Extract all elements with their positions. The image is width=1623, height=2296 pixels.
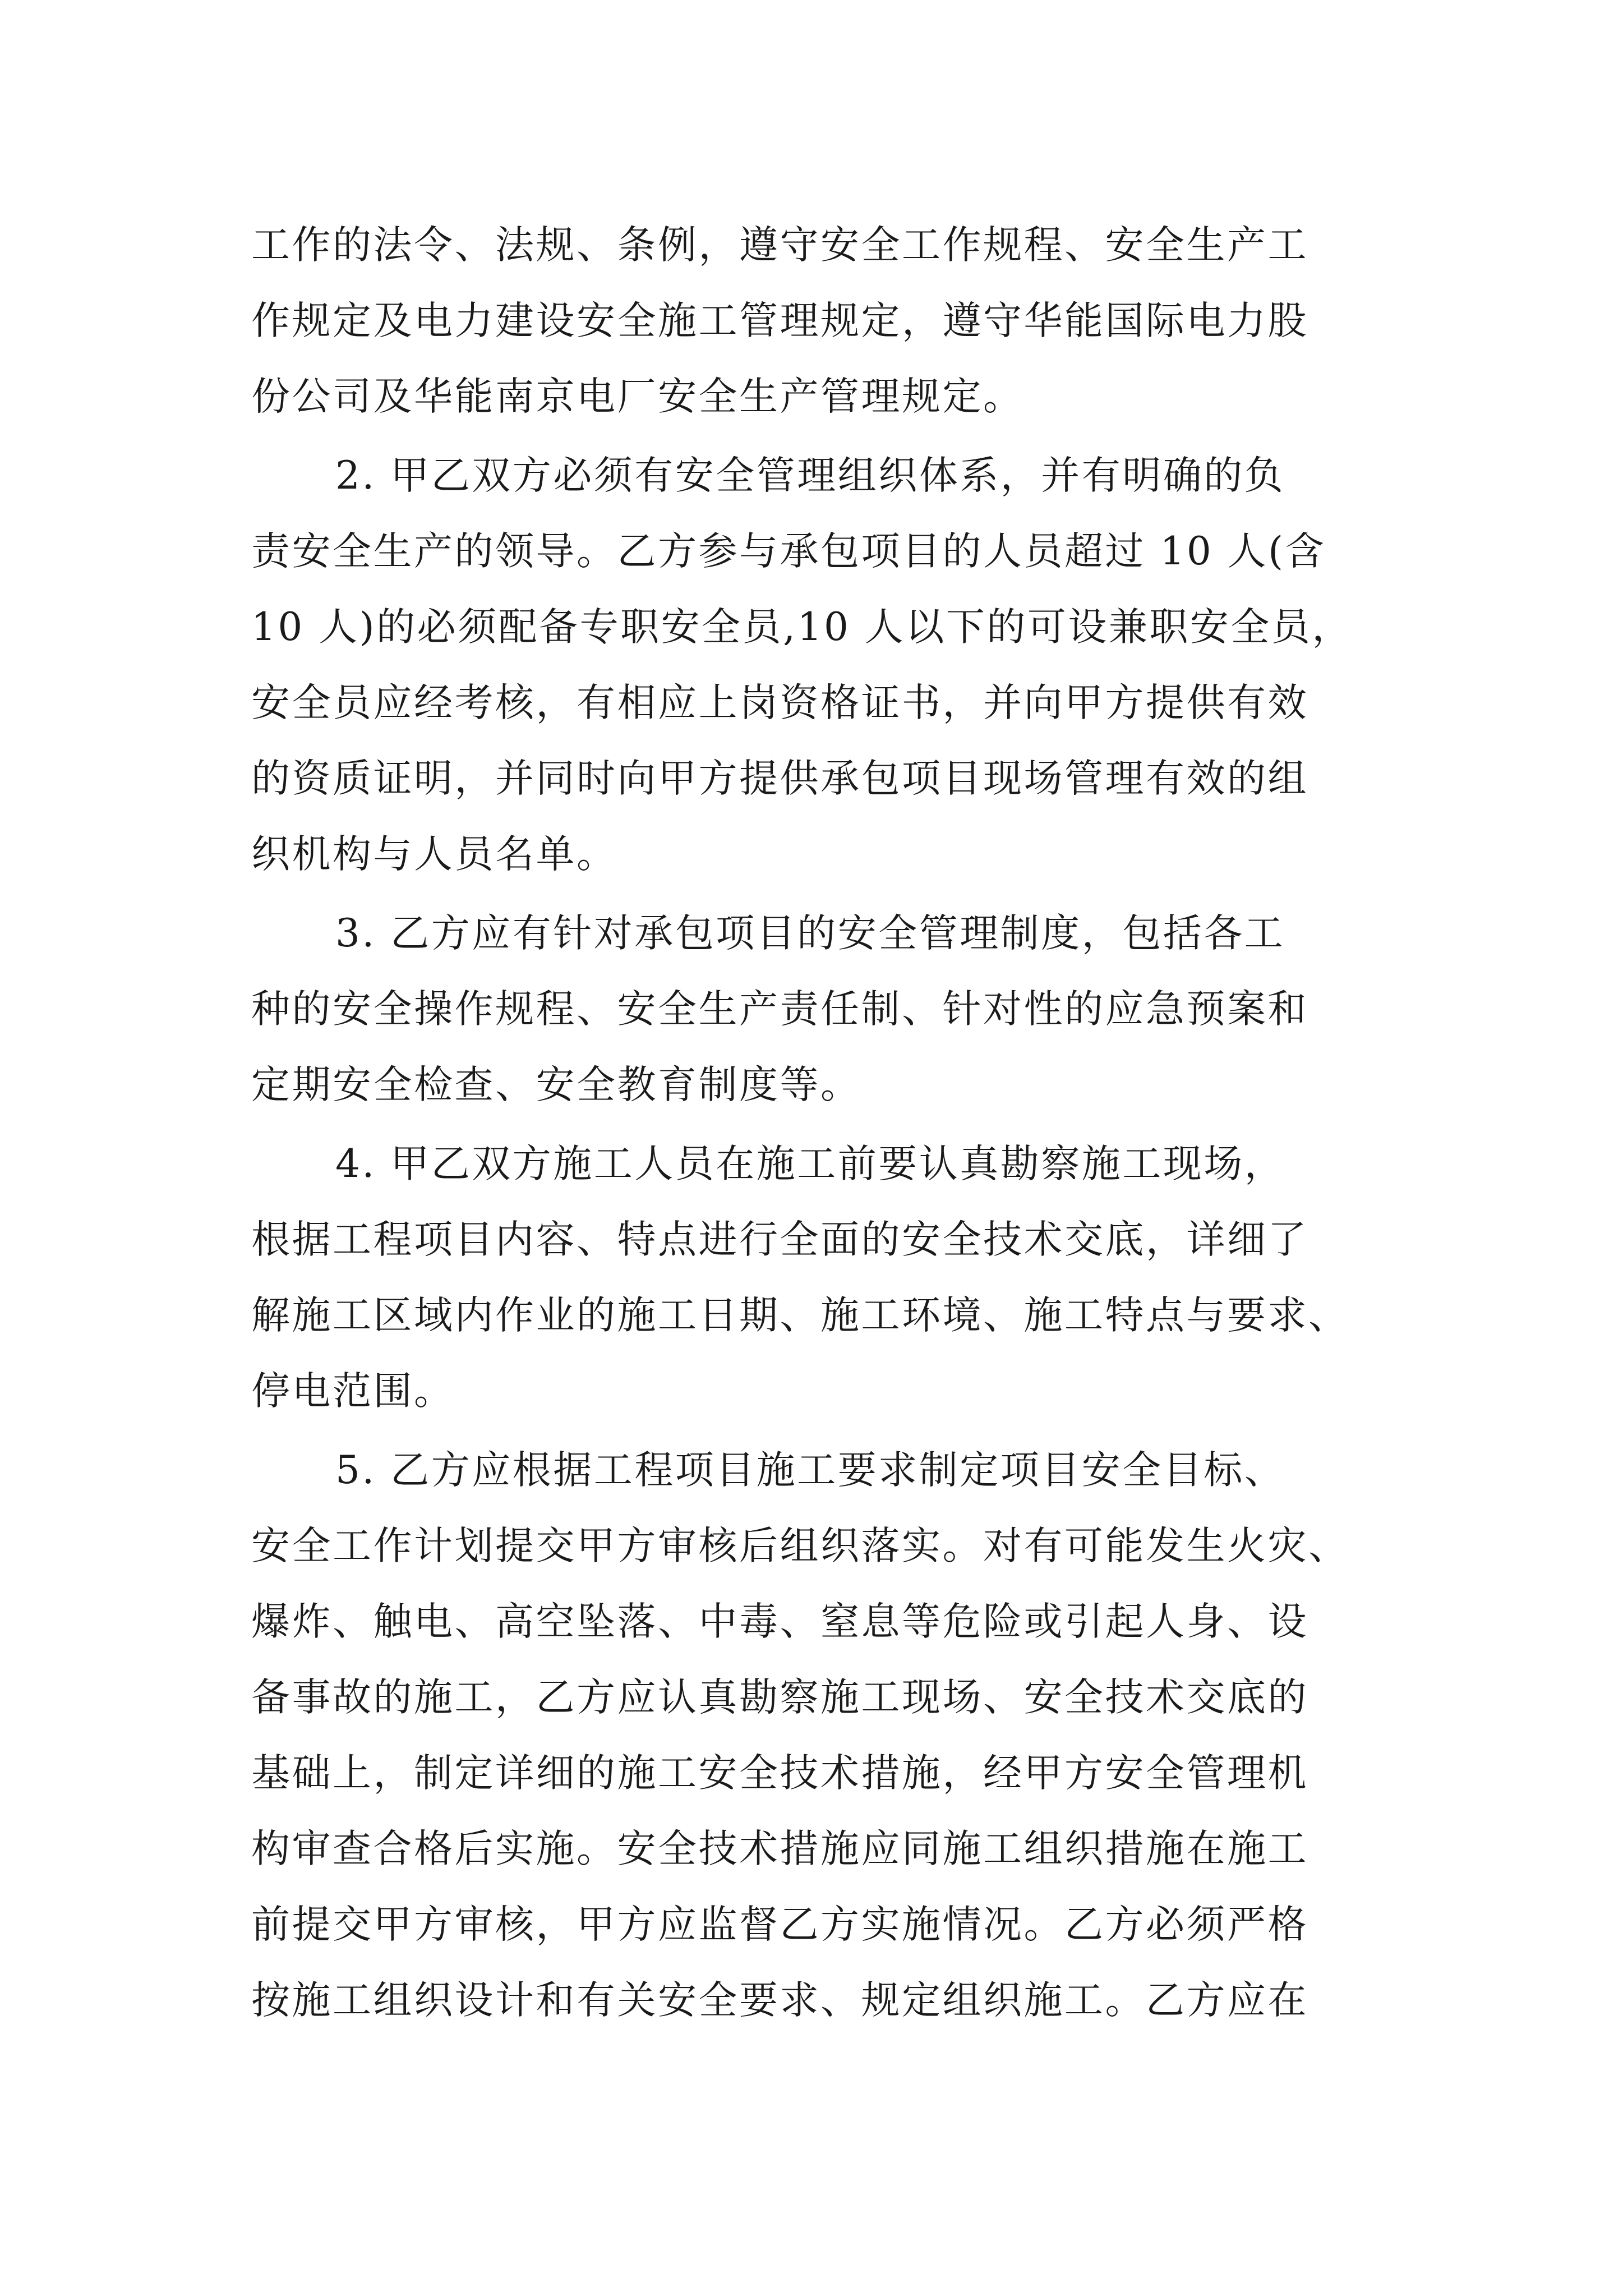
text-line: 织机构与人员名单。 <box>251 832 617 877</box>
text-line: 按施工组织设计和有关安全要求、规定组织施工。乙方应在 <box>251 1978 1308 2023</box>
text-line: 定期安全检查、安全教育制度等。 <box>251 1062 861 1107</box>
item-5-first-line: 5. 乙方应根据工程项目施工要求制定项目安全目标、 <box>335 1448 1285 1493</box>
text-line: 10 人)的必须配备专职安全员,10 人以下的可设兼职安全员， <box>251 605 1353 650</box>
item-3-first-line: 3. 乙方应有针对承包项目的安全管理制度，包括各工 <box>335 911 1285 956</box>
text-line: 爆炸、触电、高空坠落、中毒、窒息等危险或引起人身、设 <box>251 1599 1308 1644</box>
text-line: 责安全生产的领导。乙方参与承包项目的人员超过 10 人(含 <box>251 529 1326 574</box>
text-line: 根据工程项目内容、特点进行全面的安全技术交底，详细了 <box>251 1217 1308 1262</box>
text-line: 解施工区域内作业的施工日期、施工环境、施工特点与要求、 <box>251 1293 1349 1338</box>
text-line: 安全工作计划提交甲方审核后组织落实。对有可能发生火灾、 <box>251 1524 1349 1568</box>
text-line: 备事故的施工，乙方应认真勘察施工现场、安全技术交底的 <box>251 1675 1308 1720</box>
text-line: 种的安全操作规程、安全生产责任制、针对性的应急预案和 <box>251 987 1308 1032</box>
text-line: 份公司及华能南京电厂安全生产管理规定。 <box>251 374 1024 419</box>
text-line: 停电范围。 <box>251 1369 455 1414</box>
item-4-first-line: 4. 甲乙双方施工人员在施工前要认真勘察施工现场， <box>335 1142 1285 1186</box>
text-line: 安全员应经考核，有相应上岗资格证书，并向甲方提供有效 <box>251 680 1308 725</box>
text-line: 工作的法令、法规、条例，遵守安全工作规程、安全生产工 <box>251 223 1308 268</box>
text-line: 构审查合格后实施。安全技术措施应同施工组织措施在施工 <box>251 1826 1308 1871</box>
text-line: 的资质证明，并同时向甲方提供承包项目现场管理有效的组 <box>251 756 1308 801</box>
text-line: 基础上，制定详细的施工安全技术措施，经甲方安全管理机 <box>251 1751 1308 1796</box>
text-line: 作规定及电力建设安全施工管理规定，遵守华能国际电力股 <box>251 298 1308 343</box>
item-2-first-line: 2. 甲乙双方必须有安全管理组织体系，并有明确的负 <box>335 453 1285 498</box>
text-line: 前提交甲方审核，甲方应监督乙方实施情况。乙方必须严格 <box>251 1902 1308 1947</box>
